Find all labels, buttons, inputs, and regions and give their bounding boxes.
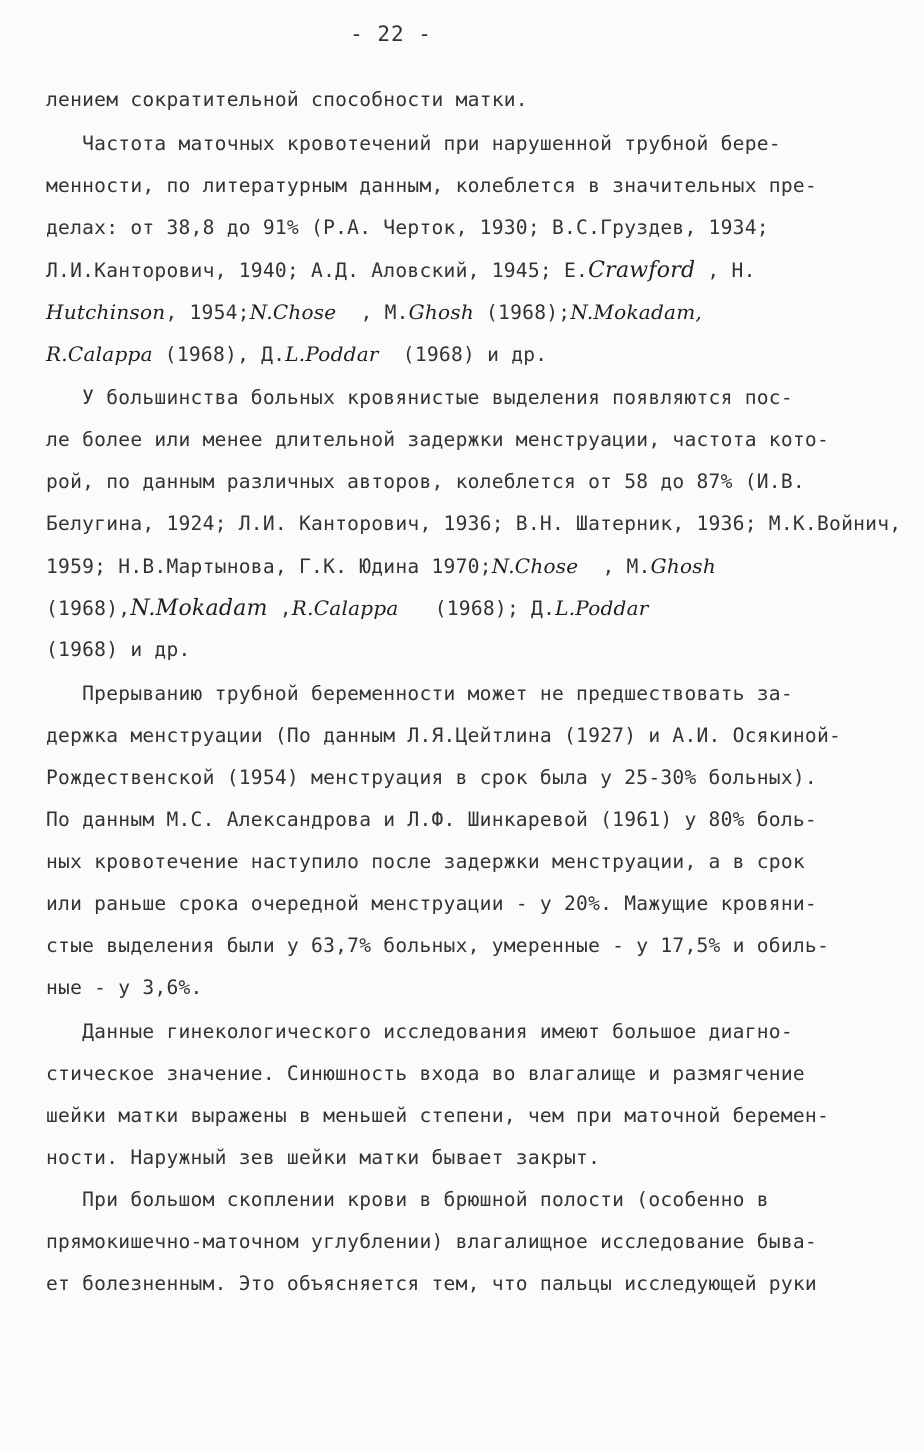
text-line-12 <box>46 556 716 577</box>
handwritten-name: Hutchinson <box>46 300 166 324</box>
text-fragment: (1968), <box>164 343 250 366</box>
text-fragment: (1968); <box>486 301 571 324</box>
handwritten-name: N.Mokadam, <box>570 300 703 324</box>
text-line-19: ных кровотечение наступило после задержки менструации, а в срок <box>46 850 805 873</box>
text-line-3: менности, по литературным данным, колеблется в значительных пре- <box>46 174 817 197</box>
text-fragment: , М. <box>336 301 409 324</box>
handwritten-name: N.Chose <box>491 554 579 578</box>
text-line-15: Прерыванию трубной беременности может не предшествовать за- <box>46 682 793 705</box>
text-line-6 <box>46 302 702 323</box>
text-fragment: , М. <box>578 555 651 578</box>
text-line-2: Частота маточных кровотечений при нарушенной трубной бере- <box>46 132 781 155</box>
handwritten-name: N.Mokadam <box>130 596 268 621</box>
text-line-5 <box>46 260 756 282</box>
text-line-7 <box>46 344 547 365</box>
handwritten-name: N.Chose <box>249 300 337 324</box>
text-line-18: По данным М.С. Александрова и Л.Ф. Шинкаревой (1961) у 80% боль- <box>46 808 817 831</box>
text-fragment <box>474 301 486 324</box>
text-fragment <box>399 597 435 620</box>
text-fragment: Д. <box>261 343 286 366</box>
text-line-24: стическое значение. Синюшность входа во влагалище и размягчение <box>46 1062 805 1085</box>
text-line-23: Данные гинекологического исследования имеют большое диагно- <box>46 1020 793 1043</box>
text-line-10: рой, по данным различных авторов, колеблется от 58 до 87% (И.В. <box>46 470 805 493</box>
text-line-25: шейки матки выражены в меньшей степени, чем при маточной беремен- <box>46 1104 830 1127</box>
handwritten-name: Ghosh <box>408 300 474 324</box>
text-line-14: (1968) и др. <box>46 638 191 661</box>
text-line-27: При большом скоплении крови в брюшной полости (особенно в <box>46 1188 769 1211</box>
text-line-13 <box>46 598 649 620</box>
text-line-22: ные - у 3,6%. <box>46 976 203 999</box>
text-fragment <box>153 343 165 366</box>
handwritten-name: L.Poddar <box>285 342 379 366</box>
text-fragment: , <box>267 597 292 620</box>
text-fragment: (1968), <box>46 597 131 620</box>
text-fragment <box>249 343 261 366</box>
text-line-26: ности. Наружный зев шейки матки бывает закрыт. <box>46 1146 601 1169</box>
handwritten-name: Crawford <box>588 258 696 283</box>
text-fragment: , 1954; <box>165 301 250 324</box>
text-line-11: Белугина, 1924; Л.И. Канторович, 1936; В.Н. Шатерник, 1936; М.К.Войнич, <box>46 512 902 535</box>
text-fragment <box>379 343 403 366</box>
text-line-17: Рождественской (1954) менструация в срок была у 25-30% больных). <box>46 766 817 789</box>
handwritten-name: Ghosh <box>650 554 716 578</box>
handwritten-name: L.Poddar <box>555 596 649 620</box>
text-line-1: лением сократительной способности матки. <box>46 88 528 111</box>
text-fragment: (1968); Д. <box>434 597 556 620</box>
text-line-4: делах: от 38,8 до 91% (Р.А. Черток, 1930; В.С.Груздев, 1934; <box>46 216 769 239</box>
text-line-28: прямокишечно-маточном углублении) влагалищное исследование быва- <box>46 1230 817 1253</box>
text-line-9: ле более или менее длительной задержки менструации, частота кото- <box>46 428 830 451</box>
text-fragment: , Н. <box>695 259 756 282</box>
handwritten-name: R.Calappa <box>46 342 153 366</box>
text-line-21: стые выделения были у 63,7% больных, умеренные - у 17,5% и обиль- <box>46 934 830 957</box>
text-fragment: Л.И.Канторович, 1940; А.Д. Аловский, 1945; Е. <box>46 259 589 282</box>
page-number: - 22 - <box>350 22 432 46</box>
text-line-20: или раньше срока очередной менструации - у 20%. Мажущие кровяни- <box>46 892 817 915</box>
text-fragment: (1968) и др. <box>402 343 548 366</box>
text-fragment: 1959; Н.В.Мартынова, Г.К. Юдина 1970; <box>46 555 492 578</box>
text-line-16: держка менструации (По данным Л.Я.Цейтлина (1927) и А.И. Осякиной- <box>46 724 842 747</box>
text-line-8: У большинства больных кровянистые выделения появляются пос- <box>46 386 793 409</box>
handwritten-name: R.Calappa <box>291 596 399 620</box>
text-line-29: ет болезненным. Это объясняется тем, что пальцы исследующей руки <box>46 1272 817 1295</box>
